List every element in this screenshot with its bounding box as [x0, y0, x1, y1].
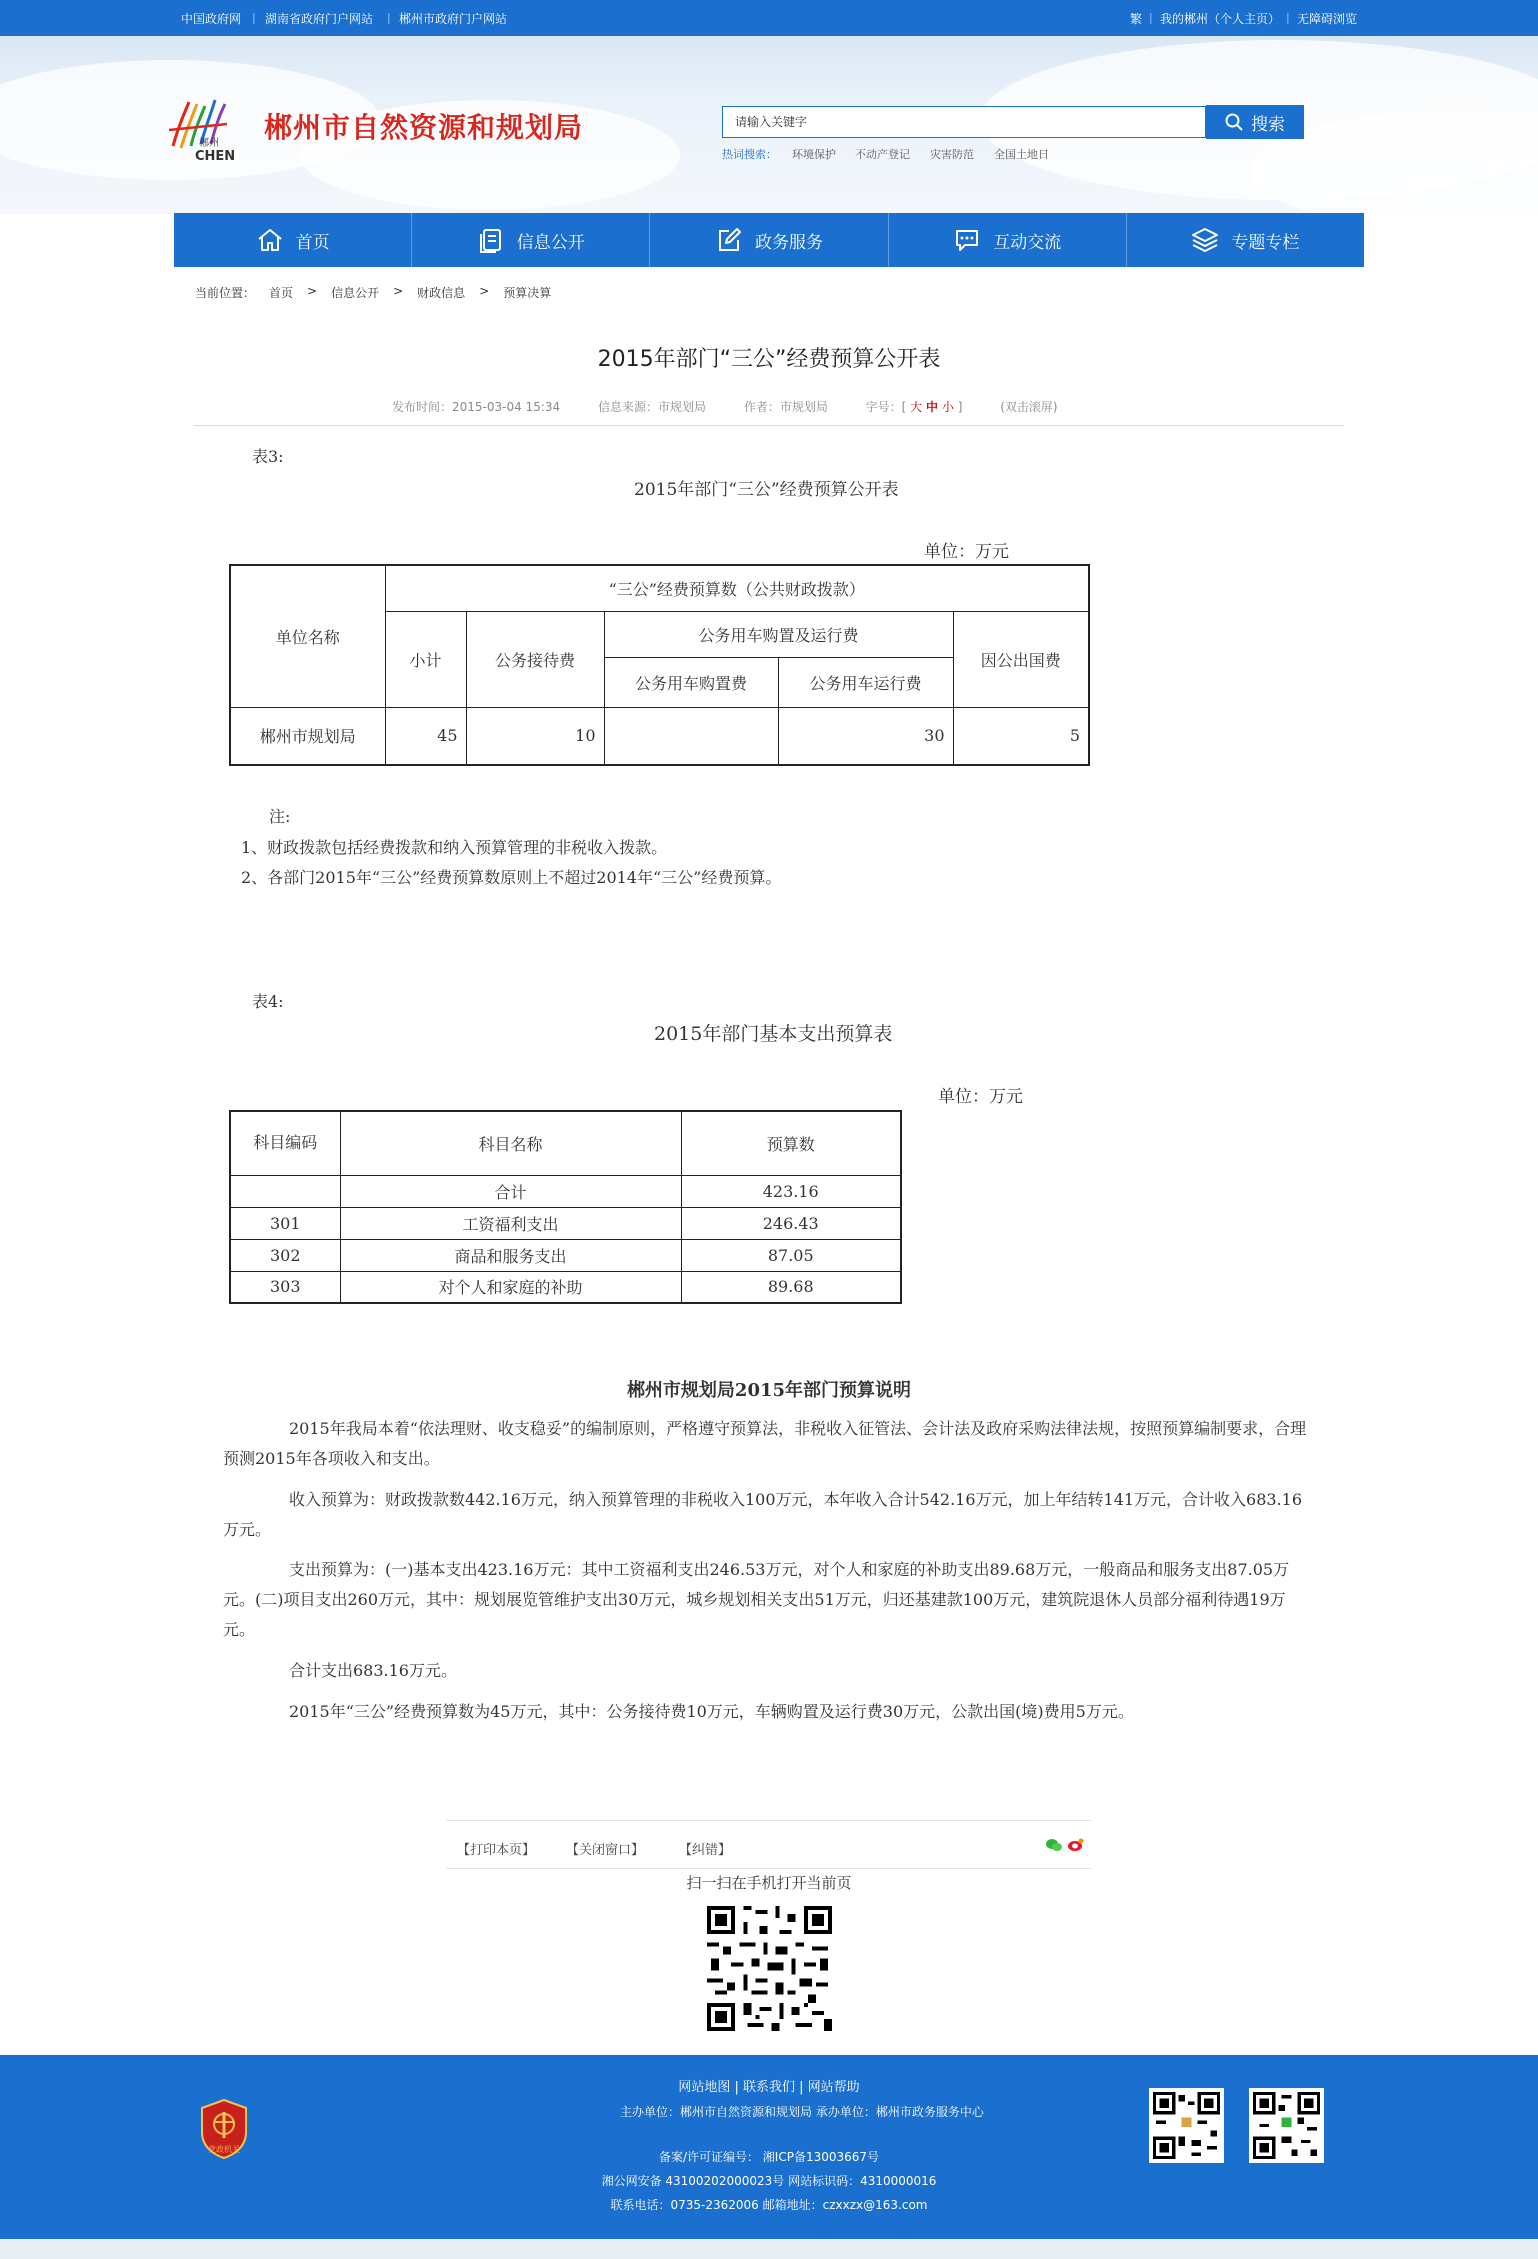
breadcrumb-item[interactable]: 首页 [269, 286, 294, 300]
svg-text:CHEN: CHEN [195, 149, 236, 164]
nav-interaction[interactable] [889, 213, 1127, 267]
table3-note: 1、财政拨款包括经费拨款和纳入预算管理的非税收入拨款。 [241, 838, 668, 857]
table-row [230, 1175, 901, 1207]
footer-links[interactable]: 网站地图 | 联系我们 | 网站帮助 [678, 2080, 860, 2095]
header-name: 科目名称 [340, 1111, 681, 1175]
edit-icon [715, 226, 743, 254]
close-window-button[interactable]: 【关闭窗口】 [566, 1843, 645, 1858]
report-error-button[interactable]: 【纠错】 [679, 1843, 732, 1858]
scan-hint: 扫一扫在手机打开当前页 [686, 1874, 852, 1892]
qr-code-icon [1153, 2092, 1220, 2159]
header-code: 科目编码 [230, 1111, 340, 1175]
font-size-control: 字号：[ 大 中 小 ] [865, 400, 963, 414]
header-vehicle-purchase: 公务用车购置费 [604, 657, 778, 707]
cell-subtotal: 45 [385, 707, 466, 765]
layers-icon [1191, 226, 1219, 254]
search-icon [1225, 113, 1243, 131]
cell-name: 对个人和家庭的补助 [340, 1271, 681, 1303]
cell-code: 302 [230, 1239, 340, 1271]
separator: | [1286, 11, 1290, 24]
header-group: “三公”经费预算数（公共财政拨款） [385, 565, 1089, 611]
top-bar [0, 0, 1538, 36]
weibo-share-icon[interactable] [1068, 1838, 1084, 1852]
article-meta [392, 398, 1092, 415]
hot-search-item[interactable]: 环境保护 [792, 148, 836, 161]
scroll-hint: (双击滚屏) [1000, 400, 1058, 414]
hot-search-label: 热词搜索： [722, 148, 777, 161]
search-button[interactable] [1206, 105, 1304, 139]
table3-note: 2、各部门2015年“三公”经费预算数原则上不超过2014年“三公”经费预算。 [241, 868, 782, 887]
table4-caption: 表4: [252, 992, 284, 1011]
svg-text:党政机关: 党政机关 [208, 2145, 240, 2154]
cell-unit-name: 郴州市规划局 [230, 707, 385, 765]
hot-search-item[interactable]: 不动产登记 [855, 148, 910, 161]
print-button[interactable]: 【打印本页】 [457, 1843, 536, 1858]
header-subtotal: 小计 [385, 611, 466, 707]
svg-text:郴州: 郴州 [199, 138, 219, 149]
hot-search-item[interactable]: 灾害防范 [930, 148, 974, 161]
table3-notes-label: 注: [269, 807, 291, 826]
search-input[interactable] [722, 106, 1206, 138]
explanation-title: 郴州市规划局2015年部门预算说明 [626, 1380, 912, 1401]
divider [446, 1868, 1092, 1869]
nav-special-label: 专题专栏 [1231, 232, 1300, 253]
header-vehicle-group: 公务用车购置及运行费 [604, 611, 953, 657]
table-row [230, 1207, 901, 1239]
table3-title: 2015年部门“三公”经费预算公开表 [634, 480, 899, 500]
table4-title: 2015年部门基本支出预算表 [654, 1023, 893, 1045]
footer-qr-code-app [1249, 2088, 1324, 2163]
publish-time: 发布时间：2015-03-04 15:34 [392, 400, 561, 414]
table4-unit: 单位：万元 [938, 1087, 1023, 1107]
header-reception: 公务接待费 [466, 611, 604, 707]
nav-home-label: 首页 [295, 232, 330, 253]
cell-vehicle-purchase [604, 707, 778, 765]
nav-info-public[interactable] [412, 213, 650, 267]
breadcrumb-separator: > [307, 284, 318, 298]
chat-icon [953, 226, 981, 254]
table-row [230, 1239, 901, 1271]
footer-qr-code [1149, 2088, 1224, 2163]
site-name: 郴州市自然资源和规划局 [264, 111, 584, 144]
explanation-paragraph: 2015年“三公”经费预算数为45万元，其中：公务接待费10万元，车辆购置及运行费30万元，公款出国(境)费用5万元。 [289, 1702, 1134, 1721]
nav-gov-service-label: 政务服务 [755, 232, 823, 253]
nav-special[interactable] [1127, 213, 1364, 267]
footer-icp[interactable]: 备案/许可证编号： 湘ICP备13003667号 [658, 2150, 880, 2164]
breadcrumb-separator: > [393, 284, 404, 298]
nav-interaction-label: 互动交流 [993, 232, 1062, 253]
qr-code-icon [703, 1902, 836, 2035]
divider [194, 425, 1344, 426]
footer-strip [0, 2239, 1538, 2259]
basic-expense-table [229, 1110, 902, 1304]
explanation-paragraph: 收入预算为：财政拨款数442.16万元，纳入预算管理的非税收入100万元，本年收入合计542.16万元，加上年结转141万元，合计收入683.16万元。 [223, 1490, 1303, 1539]
hot-search-item[interactable]: 全国土地日 [994, 148, 1049, 161]
header-vehicle-operation: 公务用车运行费 [778, 657, 953, 707]
font-size-small[interactable]: 小 [941, 400, 954, 414]
explanation-paragraph: 合计支出683.16万元。 [289, 1661, 457, 1680]
breadcrumb-separator: > [479, 284, 490, 298]
divider [446, 1820, 1092, 1821]
cell-code: 301 [230, 1207, 340, 1239]
qr-code-icon [1253, 2092, 1320, 2159]
separator: | [1149, 11, 1153, 24]
table-row [230, 1271, 901, 1303]
cell-reception: 10 [466, 707, 604, 765]
breadcrumb-item[interactable]: 信息公开 [331, 286, 380, 300]
explanation-paragraph: 支出预算为：(一)基本支出423.16万元：其中工资福利支出246.53万元，对个人和家庭的补助支出89.68万元，一般商品和服务支出87.05万元。(二)项目支出260万元，其中：规划展览管维护支出30万元，城乡规划相关支出51万元，归还基建款100万元，建筑院退休人员部分福利待遇19万元。 [223, 1560, 1290, 1639]
cell-amount: 89.68 [681, 1271, 901, 1303]
nav-home[interactable] [174, 213, 412, 267]
separator: | [252, 11, 256, 24]
cell-name: 合计 [340, 1175, 681, 1207]
table3-caption: 表3: [252, 447, 284, 466]
document-icon [477, 226, 505, 254]
link-accessibility[interactable]: 无障碍浏览 [1297, 12, 1358, 26]
cell-amount: 87.05 [681, 1239, 901, 1271]
cell-code [230, 1175, 340, 1207]
breadcrumb-item[interactable]: 财政信息 [417, 286, 466, 300]
party-gov-badge[interactable] [198, 2098, 250, 2160]
link-my-chenzhou[interactable]: 我的郴州（个人主页） [1160, 12, 1281, 26]
table-row [230, 707, 1089, 765]
main-nav [174, 213, 1364, 267]
table3-unit: 单位：万元 [924, 542, 1009, 562]
cell-name: 工资福利支出 [340, 1207, 681, 1239]
author: 作者：市规划局 [743, 400, 828, 414]
breadcrumb-item[interactable]: 预算决算 [503, 286, 552, 300]
nav-gov-service[interactable] [650, 213, 888, 267]
cell-amount: 246.43 [681, 1207, 901, 1239]
home-icon [256, 226, 284, 254]
wechat-share-icon[interactable] [1046, 1838, 1062, 1852]
header-amount: 预算数 [681, 1111, 901, 1175]
font-size-large[interactable]: 大 [910, 400, 923, 414]
search-button-label: 搜索 [1251, 114, 1285, 135]
logo-icon [165, 94, 251, 164]
header-unit-name: 单位名称 [230, 565, 385, 707]
cell-vehicle-operation: 30 [778, 707, 953, 765]
link-chenzhou-gov[interactable]: 郴州市政府门户网站 [399, 12, 508, 26]
footer-host: 主办单位：郴州市自然资源和规划局 承办单位：郴州市政务服务中心 [620, 2105, 984, 2119]
link-china-gov[interactable]: 中国政府网 [181, 12, 242, 26]
footer-police[interactable]: 湘公网安备 43100202000023号 网站标识码：4310000016 [601, 2174, 937, 2188]
font-size-medium[interactable]: 中 [926, 400, 939, 414]
page-title: 2015年部门“三公”经费预算公开表 [597, 347, 941, 372]
cell-code: 303 [230, 1271, 340, 1303]
link-traditional[interactable]: 繁 [1130, 12, 1143, 26]
site-logo[interactable] [165, 94, 251, 164]
header-overseas: 因公出国费 [953, 611, 1089, 707]
separator: | [387, 11, 391, 24]
link-hunan-gov[interactable]: 湖南省政府门户网站 [265, 12, 374, 26]
breadcrumb [195, 284, 565, 301]
cell-amount: 423.16 [681, 1175, 901, 1207]
explanation-paragraph: 2015年我局本着“依法理财、收支稳妥”的编制原则，严格遵守预算法，非税收入征管法、会计法及政府采购法律法规，按照预算编制要求，合理预测2015年各项收入和支出。 [223, 1419, 1307, 1468]
cell-overseas: 5 [953, 707, 1089, 765]
breadcrumb-prefix: 当前位置： [195, 286, 256, 300]
three-public-expense-table [229, 564, 1090, 766]
info-source: 信息来源：市规划局 [597, 400, 706, 414]
cell-name: 商品和服务支出 [340, 1239, 681, 1271]
nav-info-public-label: 信息公开 [516, 232, 585, 253]
footer-contact: 联系电话：0735-2362006 邮箱地址：czxxzx@163.com [610, 2198, 928, 2212]
